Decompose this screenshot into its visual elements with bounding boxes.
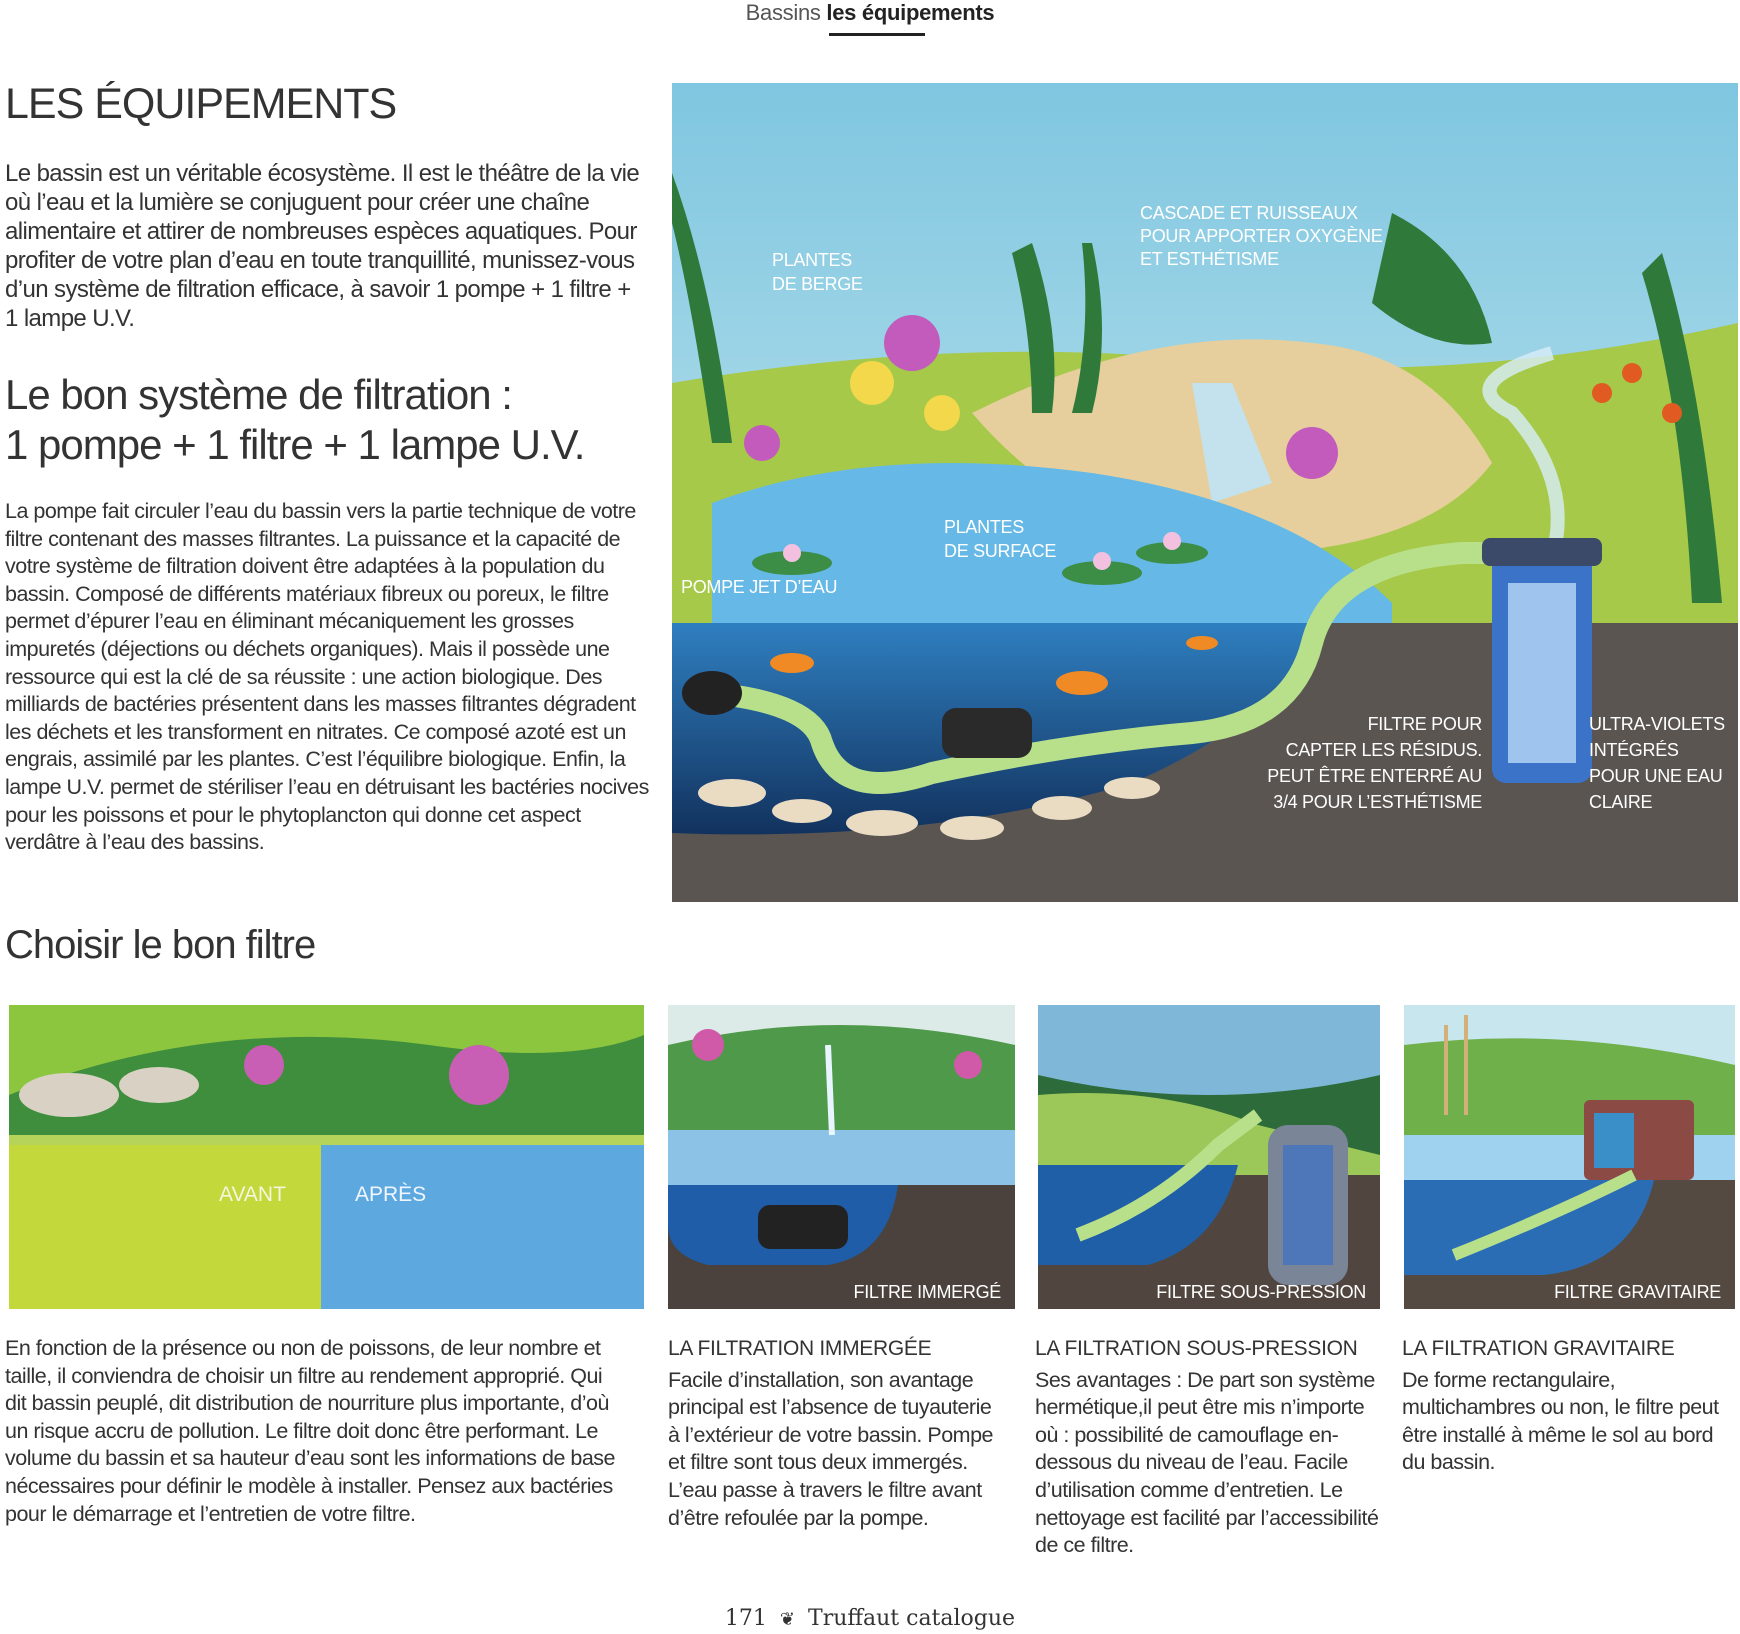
header-section: Bassins (745, 0, 821, 25)
filtre-immerge-illustration (668, 1005, 1015, 1309)
label-line: 3/4 POUR L’ESTHÉTISME (1273, 792, 1482, 812)
filtre-immerge-caption: FILTRE IMMERGÉ (853, 1282, 1001, 1302)
filtre-sous-pression-caption: FILTRE SOUS-PRESSION (1156, 1282, 1366, 1302)
label-line: INTÉGRÉS (1589, 740, 1679, 760)
choose-filter-text: En fonction de la présence ou non de poissons, de leur nombre et taille, il conviendra de choisir un filtre au rendement approprié. Qui dit bassin peuplé, dit distribution de nourriture plus importante, d’où un risque accru de pollution. Le filtre doit donc être performant. Le volume du bassin et sa hauteur d’eau sont les informations de base nécessaires pour définir le modèle à installer. Pensez aux bactéries pour le démarrage et l’entretien de votre filtre. (5, 1336, 616, 1526)
choose-filter-column (5, 1335, 615, 1528)
label-line: CASCADE ET RUISSEAUX (1140, 203, 1358, 223)
filtre-sous-pression-illustration (1038, 1005, 1380, 1309)
immergee-column (668, 1335, 998, 1532)
page-title: LES ÉQUIPEMENTS (5, 80, 397, 128)
leaf-icon: ❦ (779, 1609, 796, 1630)
pond-illustration (672, 83, 1738, 902)
filtration-paragraph: La pompe fait circuler l’eau du bassin vers la partie technique de votre filtre contenant des masses filtrantes. La puissance et la capacité de votre système de filtration doivent être adaptées à la population du bassin. Composé de différents matériaux fibreux ou poreux, le filtre permet d’épurer l’eau en éliminant mécaniquement les grosses impuretés (déjections ou déchets organiques). Mais il possède une ressource qui est la clé de sa réussite : une action biologique. Des milliards de bactéries présentent dans les masses filtrantes dégradent les déchets et les transforment en nitrates. Ce composé azoté est un engrais, assimilé par les plantes. C’est l’équilibre biologique. Enfin, la lampe U.V. permet de stériliser l’eau en détruisant les bactéries nocives pour les poissons et pour le phytoplancton qui donne cet aspect verdâtre à l’eau des bassins. (5, 499, 649, 855)
label-line: DE SURFACE (944, 541, 1057, 561)
sous-pression-text: Ses avantages : De part son système hermétique,il peut être mis n’importe où : possibilité de camouflage en-dessous du niveau de l’eau. Facile d’utilisation comme d’entretien. Le nettoyage est facilité par l’accessibilité de ce filtre. (1035, 1367, 1379, 1558)
label-cascade (1140, 202, 1382, 271)
filtre-gravitaire-caption: FILTRE GRAVITAIRE (1554, 1282, 1721, 1302)
running-header (0, 0, 1740, 26)
label-line: PEUT ÊTRE ENTERRÉ AU (1267, 766, 1482, 786)
filtration-subtitle-line2: 1 pompe + 1 filtre + 1 lampe U.V. (5, 421, 585, 468)
filtre-sous-pression-svg (1038, 1005, 1380, 1309)
label-plantes-de-surface (944, 515, 1056, 563)
label-filtre (1232, 711, 1482, 815)
label-line: ET ESTHÉTISME (1140, 249, 1279, 269)
header-underline (829, 33, 925, 36)
label-line: CAPTER LES RÉSIDUS. (1285, 740, 1482, 760)
gravitaire-heading: LA FILTRATION GRAVITAIRE (1402, 1337, 1675, 1360)
avant-apres-illustration (9, 1005, 644, 1309)
label-line: FILTRE POUR (1367, 714, 1482, 734)
label-line: PLANTES (772, 250, 852, 270)
immergee-heading: LA FILTRATION IMMERGÉE (668, 1337, 932, 1360)
filtration-subtitle-line1: Le bon système de filtration : (5, 371, 512, 418)
gravitaire-text: De forme rectangulaire, multichambres ou non, le filtre peut être installé à même le sol au bord du bassin. (1402, 1367, 1719, 1475)
choose-filter-title: Choisir le bon filtre (5, 923, 316, 967)
page-footer (0, 1606, 1740, 1631)
label-line: ULTRA-VIOLETS (1589, 714, 1725, 734)
apres-label: APRÈS (355, 1183, 427, 1206)
filtre-immerge-svg (668, 1005, 1015, 1309)
avant-apres-svg (9, 1005, 644, 1309)
filtration-subtitle (5, 370, 645, 470)
label-line: POUR UNE EAU (1589, 766, 1723, 786)
filtre-gravitaire-svg (1404, 1005, 1735, 1309)
sous-pression-heading: LA FILTRATION SOUS-PRESSION (1035, 1337, 1358, 1360)
label-line: CLAIRE (1589, 792, 1653, 812)
label-line: PLANTES (944, 517, 1024, 537)
page-number: 171 (724, 1606, 767, 1631)
filtre-gravitaire-illustration (1404, 1005, 1735, 1309)
label-pompe-jet-eau: POMPE JET D’EAU (681, 577, 838, 597)
brand-name: Truffaut catalogue (808, 1606, 1016, 1631)
sous-pression-column (1035, 1335, 1380, 1560)
label-line: DE BERGE (772, 274, 863, 294)
intro-paragraph: Le bassin est un véritable écosystème. Il est le théâtre de la vie où l’eau et la lumière se conjuguent pour créer une chaîne alimentaire et attirer de nombreuses espèces aquatiques. Pour profiter de votre plan d’eau en toute tranquillité, munissez-vous d’un système de filtration efficace, à savoir 1 pompe + 1 filtre + 1 lampe U.V. (5, 160, 640, 332)
avant-label: AVANT (219, 1183, 286, 1206)
label-ultra-violets (1589, 711, 1725, 815)
gravitaire-column (1402, 1335, 1732, 1477)
label-line: POUR APPORTER OXYGÈNE (1140, 226, 1383, 246)
immergee-text: Facile d’installation, son avantage principal est l’absence de tuyauterie à l’extérieur de votre bassin. Pompe et filtre sont tous deux immergés. L’eau passe à travers le filtre avant d’être refoulée par la pompe. (668, 1367, 993, 1530)
label-plantes-de-berge (772, 248, 863, 296)
header-topic: les équipements (826, 0, 995, 25)
